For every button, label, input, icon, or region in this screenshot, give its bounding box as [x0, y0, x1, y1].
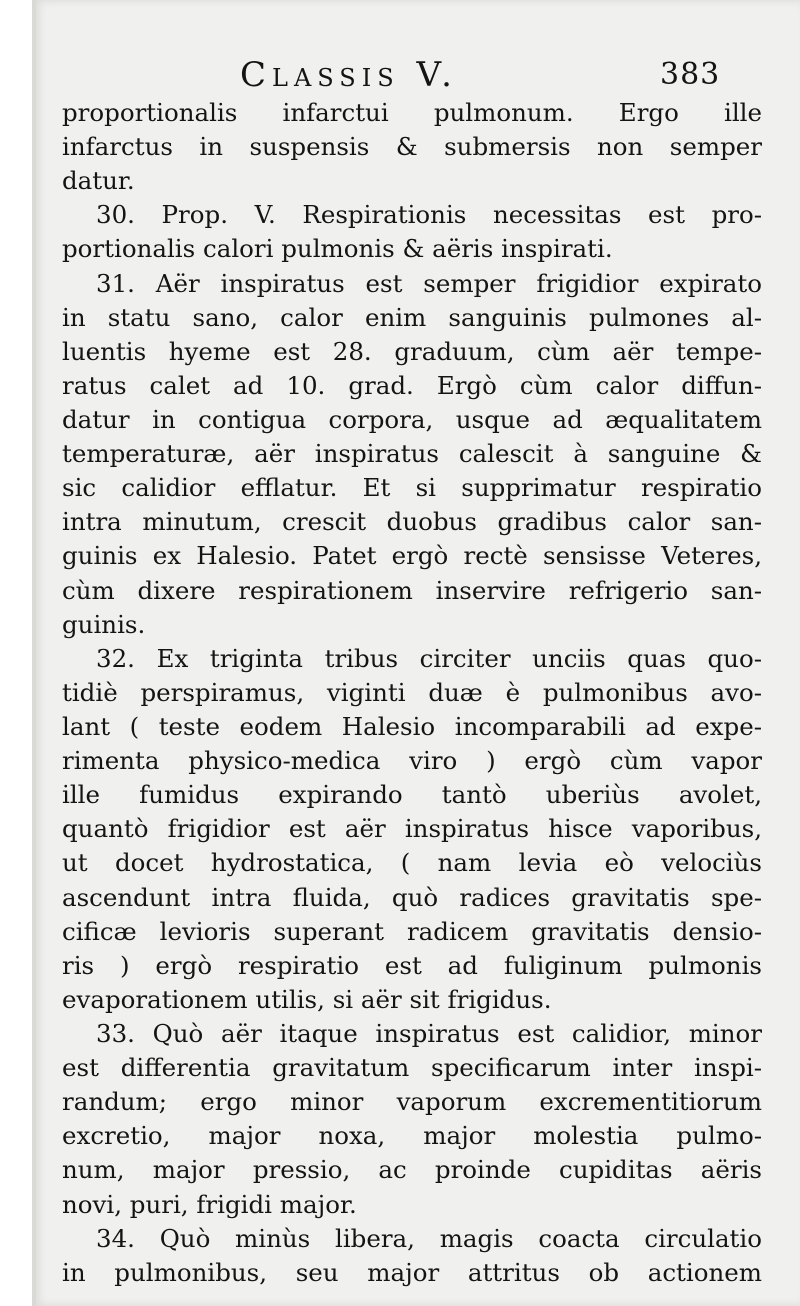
text-line: novi, puri, frigidi major.	[62, 1189, 357, 1219]
text-line: datur in contigua corpora, usque ad æqualitatem	[62, 404, 762, 434]
text-line: 30. Prop. V. Respirationis necessitas est pro-	[96, 200, 762, 230]
text-line: randum; ergo minor vaporum excrementitiorum	[62, 1087, 762, 1117]
text-line: 33. Quò aër itaque inspiratus est calidior, minor	[96, 1018, 762, 1048]
text-line: ascendunt intra fluida, quò radices gravitatis spe-	[62, 882, 762, 912]
text-line: 32. Ex triginta tribus circiter unciis quas quo-	[96, 643, 762, 673]
text-line: portionalis calori pulmonis & aëris inspirati.	[62, 234, 613, 264]
text-line: intra minutum, crescit duobus gradibus calor san-	[62, 507, 762, 537]
page-header	[32, 52, 800, 98]
text-line: 34. Quò minùs libera, magis coacta circulatio	[96, 1223, 762, 1253]
text-line: quantò frigidior est aër inspiratus hisce vaporibus,	[62, 814, 762, 844]
text-line: in statu sano, calor enim sanguinis pulmones al-	[62, 302, 762, 332]
text-line: guinis ex Halesio. Patet ergò rectè sensisse Veteres,	[62, 541, 762, 571]
text-line: tidiè perspiramus, viginti duæ è pulmonibus avo-	[62, 677, 762, 707]
running-title: Classis V.	[240, 55, 458, 95]
text-line: num, major pressio, ac proinde cupiditas aëris	[62, 1155, 762, 1185]
text-line: ris ) ergò respiratio est ad fuliginum pulmonis	[62, 950, 762, 980]
text-line: datur.	[62, 166, 135, 196]
page-number: 383	[660, 57, 721, 92]
text-line: excretio, major noxa, major molestia pulmo-	[62, 1121, 762, 1151]
text-line: cùm dixere respirationem inservire refrigerio san-	[62, 575, 762, 605]
text-line: ratus calet ad 10. grad. Ergò cùm calor diffun-	[62, 370, 762, 400]
text-line: infarctus in suspensis & submersis non semper	[62, 132, 762, 162]
text-line: in pulmonibus, seu major attritus ob actionem	[62, 1257, 762, 1287]
text-line: guinis.	[62, 609, 146, 639]
text-line: 31. Aër inspiratus est semper frigidior expirato	[96, 268, 762, 298]
text-line: est differentia gravitatum specificarum inter inspi-	[62, 1053, 762, 1083]
text-line: temperaturæ, aër inspiratus calescit à sanguine &	[62, 439, 762, 469]
text-line: evaporationem utilis, si aër sit frigidus.	[62, 984, 552, 1014]
text-line: ut docet hydrostatica, ( nam levia eò velociùs	[62, 848, 762, 878]
page-edge	[32, 0, 36, 1306]
text-line: luentis hyeme est 28. graduum, cùm aër tempe-	[62, 336, 762, 366]
text-line: rimenta physico-medica viro ) ergò cùm vapor	[62, 746, 762, 776]
text-line: sic calidior efflatur. Et si supprimatur respiratio	[62, 473, 762, 503]
text-line: ille fumidus expirando tantò uberiùs avolet,	[62, 780, 762, 810]
text-line: proportionalis infarctui pulmonum. Ergo ille	[62, 98, 762, 127]
text-line: lant ( teste eodem Halesio incomparabili ad expe-	[62, 711, 762, 741]
body-text	[62, 96, 762, 1290]
text-line: cificæ levioris superant radicem gravitatis densio-	[62, 916, 762, 946]
book-page	[32, 0, 800, 1306]
